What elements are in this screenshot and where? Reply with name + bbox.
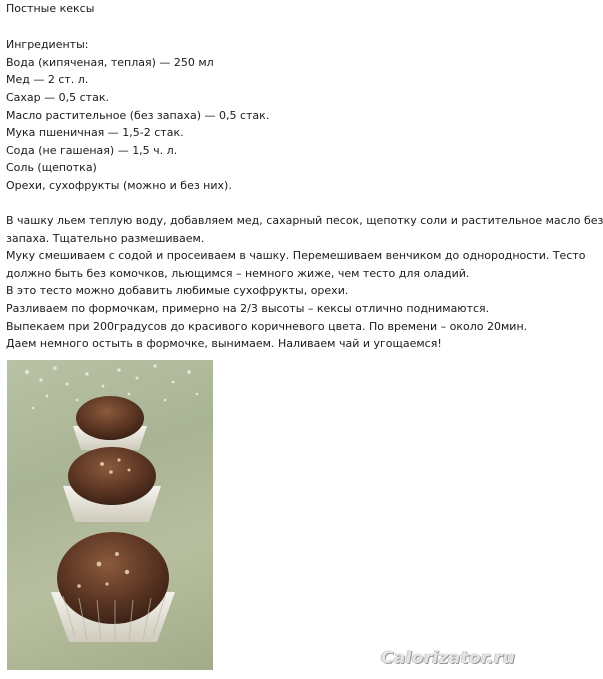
cupcakes-photo <box>7 360 213 670</box>
ingredient-item: Сода (не гашеная) — 1,5 ч. л. <box>6 144 178 157</box>
instruction-line: Выпекаем при 200градусов до красивого коричневого цвета. По времени – около 20мин. <box>6 320 528 333</box>
recipe-title: Постные кексы <box>6 2 95 15</box>
ingredient-item: Орехи, сухофрукты (можно и без них). <box>6 179 232 192</box>
ingredients-heading: Ингредиенты: <box>6 38 89 51</box>
instruction-line: В это тесто можно добавить любимые сухофрукты, орехи. <box>6 284 349 297</box>
ingredient-item: Мука пшеничная — 1,5-2 стак. <box>6 126 184 139</box>
instruction-line: запаха. Тщательно размешиваем. <box>6 232 205 245</box>
ingredient-item: Соль (щепотка) <box>6 161 97 174</box>
instruction-line: Муку смешиваем с содой и просеиваем в чашку. Перемешиваем венчиком до однородности. Тесто <box>6 249 586 262</box>
ingredient-item: Масло растительное (без запаха) — 0,5 стак. <box>6 109 270 122</box>
instruction-line: В чашку льем теплую воду, добавляем мед, сахарный песок, щепотку соли и растительное масло без <box>6 214 603 227</box>
ingredient-item: Мед — 2 ст. л. <box>6 73 89 86</box>
watermark-logo: Calorizator.ru <box>381 648 515 668</box>
ingredient-item: Сахар — 0,5 стак. <box>6 91 109 104</box>
instruction-line: Разливаем по формочкам, примерно на 2/3 высоты – кексы отлично поднимаются. <box>6 302 490 315</box>
instruction-line: должно быть без комочков, льющимся – немного жиже, чем тесто для оладий. <box>6 267 470 280</box>
ingredient-item: Вода (кипяченая, теплая) — 250 мл <box>6 56 214 69</box>
instruction-line: Даем немного остыть в формочке, вынимаем. Наливаем чай и угощаемся! <box>6 337 442 350</box>
